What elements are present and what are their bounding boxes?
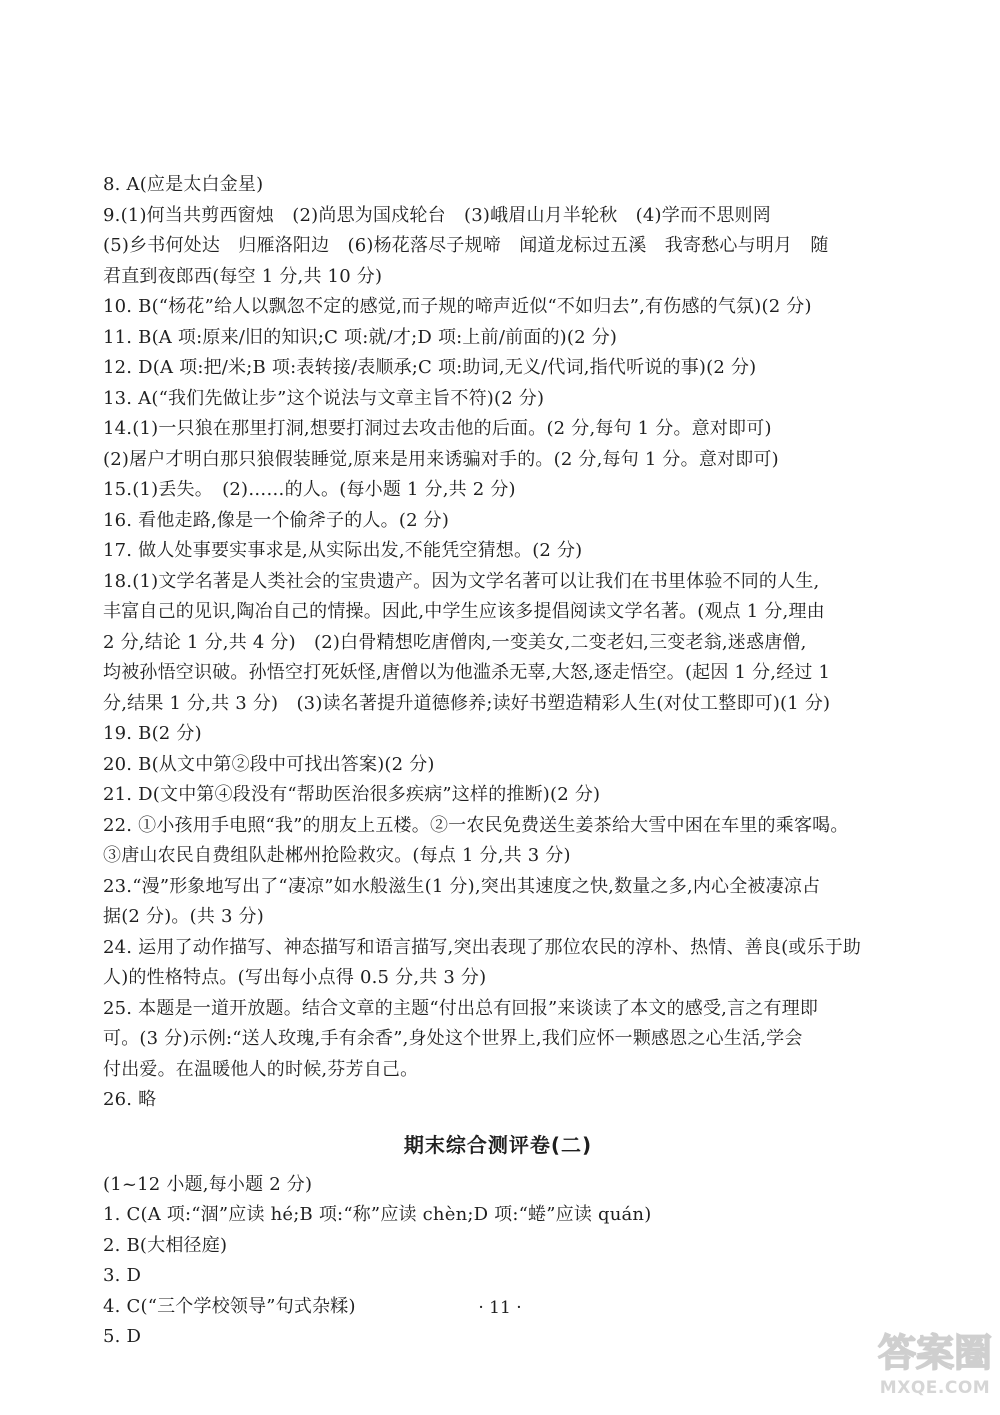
text-line: 23.“漫”形象地写出了“凄凉”如水般滋生(1 分),突出其速度之快,数量之多,内心全被凄凉占 — [103, 875, 821, 897]
answer-list-part-1 — [103, 170, 893, 1116]
text-line: 14.(1)一只狼在那里打洞,想要打洞过去攻击他的后面。(2 分,每句 1 分。意对即可) — [103, 418, 772, 439]
text-line: 2 分,结论 1 分,共 4 分) (2)白骨精想吃唐僧肉,一变美女,二变老妇,三变老翁,迷惑唐僧, — [103, 631, 807, 653]
text-line: 3. D — [103, 1265, 142, 1286]
watermark-logo-text: 答案圈 — [877, 1331, 993, 1375]
text-line: 分,结果 1 分,共 3 分) (3)读名著提升道德修养;读好书塑造精彩人生(对仗工整即可)(1 分) — [103, 692, 831, 714]
text-line: 20. B(从文中第②段中可找出答案)(2 分) — [103, 753, 435, 775]
text-line: 15.(1)丢失。 (2)……的人。(每小题 1 分,共 2 分) — [103, 479, 516, 500]
text-line: 22. ①小孩用手电照“我”的朋友上五楼。②一农民免费送生姜茶给大雪中困在车里的乘客喝。 — [103, 814, 849, 836]
text-line: 19. B(2 分) — [103, 723, 202, 744]
watermark-url: MXQE.COM — [879, 1378, 991, 1398]
text-line: 付出爱。在温暖他人的时候,芬芳自己。 — [103, 1058, 419, 1080]
text-line: 均被孙悟空识破。孙悟空打死妖怪,唐僧以为他滥杀无辜,大怒,逐走悟空。(起因 1 分,经过 1 — [103, 662, 831, 683]
text-line: 可。(3 分)示例:“送人玫瑰,手有余香”,身处这个世界上,我们应怀一颗感恩之心生活,学会 — [103, 1028, 803, 1049]
text-line: (5)乡书何处达 归雁洛阳边 (6)杨花落尽子规啼 闻道龙标过五溪 我寄愁心与明月 随 — [103, 235, 829, 256]
text-line: 5. D — [103, 1326, 142, 1347]
text-line: ③唐山农民自费组队赴郴州抢险救灾。(每点 1 分,共 3 分) — [103, 845, 571, 866]
text-line: 12. D(A 项:把/米;B 项:表转接/表顺承;C 项:助词,无义/代词,指代听说的事)(2 分) — [103, 357, 757, 378]
text-line: 13. A(“我们先做让步”这个说法与文章主旨不符)(2 分) — [103, 387, 545, 409]
page-number: · 11 · — [478, 1298, 522, 1318]
text-line: 17. 做人处事要实事求是,从实际出发,不能凭空猜想。(2 分) — [103, 540, 583, 561]
text-line: 据(2 分)。(共 3 分) — [103, 906, 264, 927]
text-line: 2. B(大相径庭) — [103, 1234, 228, 1256]
text-line: 10. B(“杨花”给人以飘忽不定的感觉,而子规的啼声近似“不如归去”,有伤感的气氛)(2 分) — [103, 296, 812, 317]
watermark — [875, 1320, 995, 1410]
answer-content — [103, 170, 893, 1353]
text-line: 16. 看他走路,像是一个偷斧子的人。(2 分) — [103, 509, 450, 531]
text-line: 9.(1)何当共剪西窗烛 (2)尚思为国戍轮台 (3)峨眉山月半轮秋 (4)学而不思则罔 — [103, 204, 771, 226]
text-line: (1~12 小题,每小题 2 分) — [103, 1173, 313, 1195]
text-line: (2)屠户才明白那只狼假装睡觉,原来是用来诱骗对手的。(2 分,每句 1 分。意对即可) — [103, 448, 779, 470]
text-line: 人)的性格特点。(写出每小点得 0.5 分,共 3 分) — [103, 967, 487, 988]
answer-list-part-2 — [103, 1170, 893, 1353]
text-line: 君直到夜郎西(每空 1 分,共 10 分) — [103, 265, 383, 287]
section-title: 期末综合测评卷(二) — [403, 1132, 593, 1157]
text-line: 1. C(A 项:“涸”应读 hé;B 项:“称”应读 chèn;D 项:“蜷”应读 quán) — [103, 1204, 652, 1225]
text-line: 4. C(“三个学校领导”句式杂糅) — [103, 1295, 356, 1317]
text-line: 11. B(A 项:原来/旧的知识;C 项:就/才;D 项:上前/前面的)(2 分) — [103, 326, 618, 348]
text-line: 8. A(应是太白金星) — [103, 174, 264, 195]
watermark-logo — [875, 1320, 995, 1378]
text-line: 26. 略 — [103, 1089, 157, 1110]
text-line: 24. 运用了动作描写、神态描写和语言描写,突出表现了那位农民的淳朴、热情、善良(或乐于助 — [103, 936, 862, 958]
text-line: 25. 本题是一道开放题。结合文章的主题“付出总有回报”来谈读了本文的感受,言之有理即 — [103, 997, 819, 1019]
text-line: 丰富自己的见识,陶冶自己的情操。因此,中学生应该多提倡阅读文学名著。(观点 1 分,理由 — [103, 601, 825, 622]
text-line: 18.(1)文学名著是人类社会的宝贵遗产。因为文学名著可以让我们在书里体验不同的人生, — [103, 570, 820, 592]
text-line: 21. D(文中第④段没有“帮助医治很多疾病”这样的推断)(2 分) — [103, 784, 601, 805]
